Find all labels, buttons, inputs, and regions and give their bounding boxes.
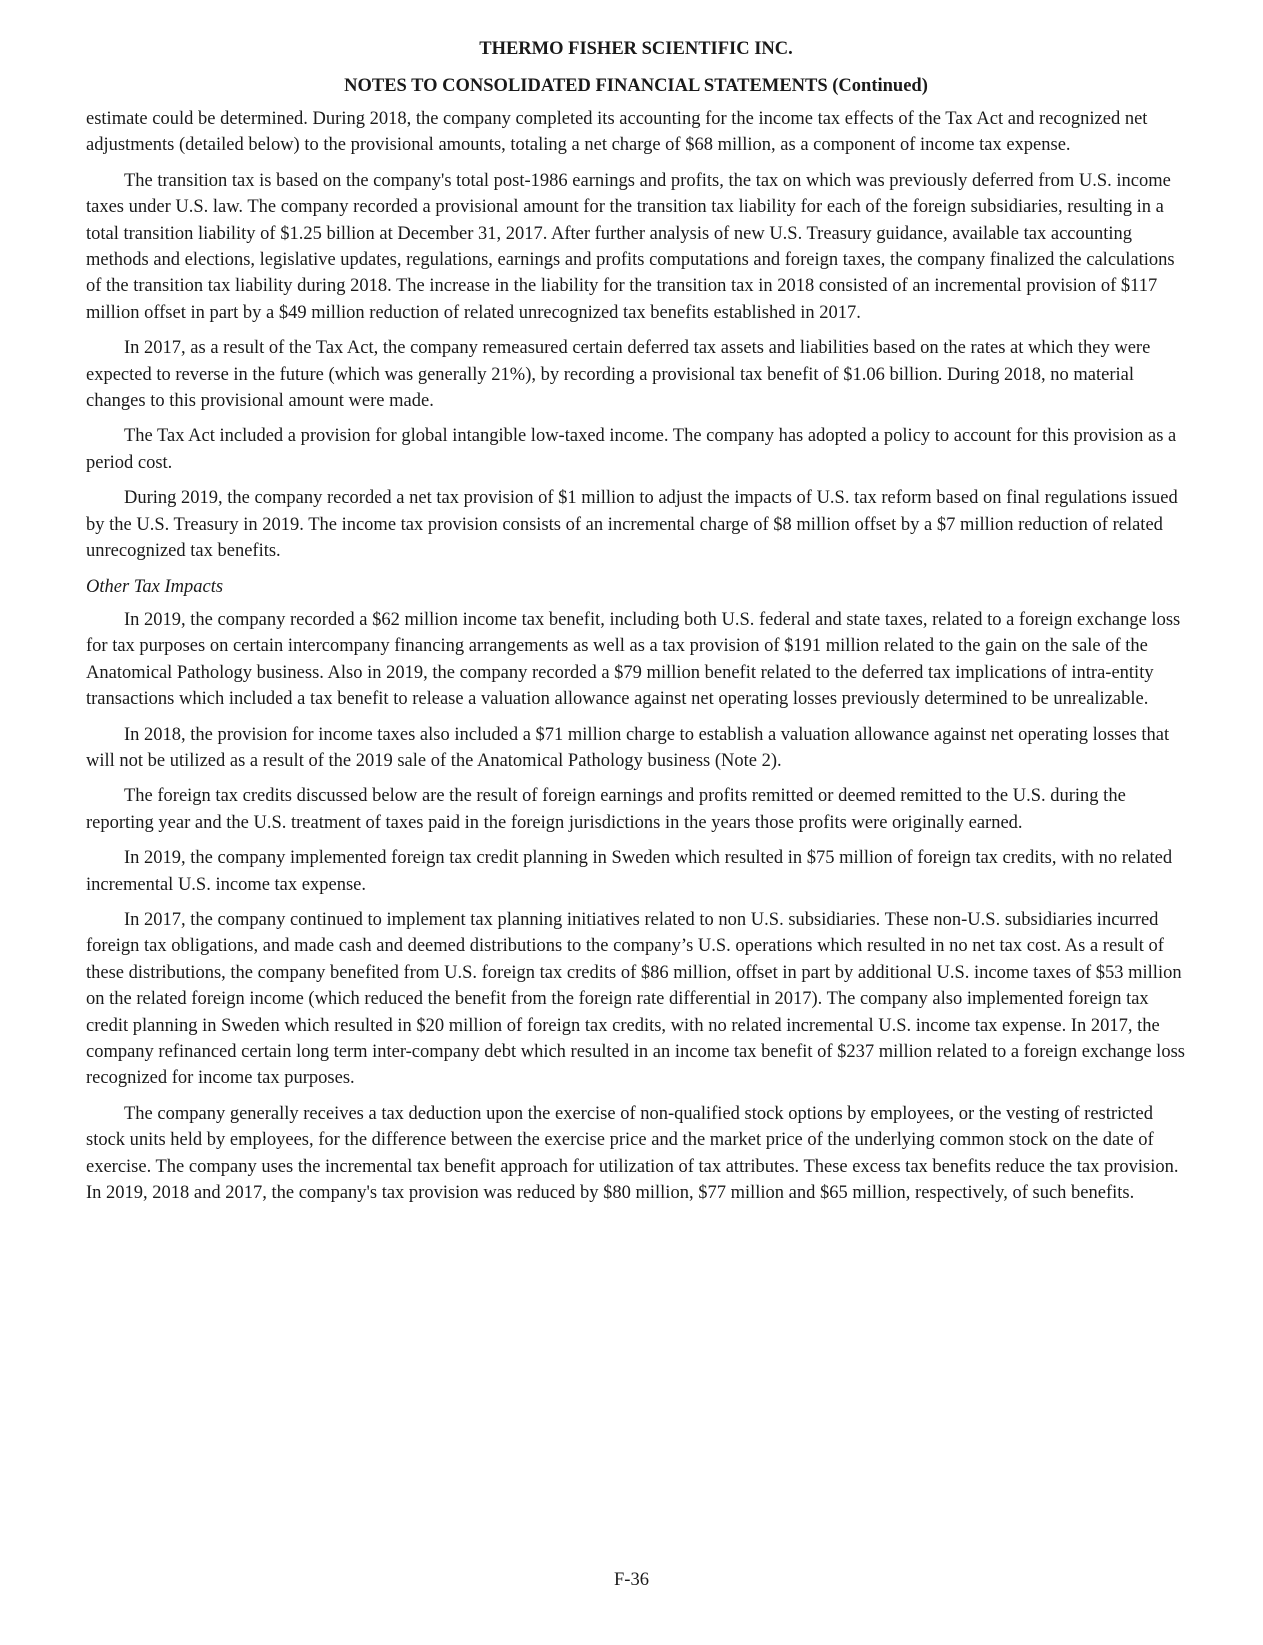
section-title: NOTES TO CONSOLIDATED FINANCIAL STATEMENTS (Continued) — [344, 76, 928, 96]
document-page — [86, 32, 1186, 1215]
paragraph-2018-valuation: In 2018, the provision for income taxes also included a $71 million charge to establish a valuation allowance against net operating losses that will not be utilized as a result of the 2019 sale of the Anatomical Pathology business (Note 2). — [86, 724, 1170, 771]
paragraph-2019-benefit: In 2019, the company recorded a $62 million income tax benefit, including both U.S. federal and state taxes, related to a foreign exchange loss for tax purposes on certain intercompany financing arrangements as well as a tax provision of $191 million related to the gain on the sale of the Anatomical Pathology business. Also in 2019, the company recorded a $79 million benefit related to the deferred tax implications of intra-entity transactions which included a tax benefit to release a valuation allowance against net operating losses previously determined to be unrealizable. — [86, 609, 1181, 710]
paragraph-2019-provision: During 2019, the company recorded a net tax provision of $1 million to adjust the impacts of U.S. tax reform based on final regulations issued by the U.S. Treasury in 2019. The income tax provision consists of an incremental charge of $8 million offset by a $7 million reduction of related unrecognized tax benefits. — [86, 488, 1178, 562]
paragraph-foreign-credits: The foreign tax credits discussed below are the result of foreign earnings and profits remitted or deemed remitted to the U.S. during the reporting year and the U.S. treatment of taxes paid in the foreign jurisdictions in the years those profits were originally earned. — [86, 786, 1126, 833]
page-number: F-36 — [614, 1570, 649, 1590]
paragraph-stock-options: The company generally receives a tax deduction upon the exercise of non-qualified stock options by employees, or the vesting of restricted stock units held by employees, for the difference between the exercise price and the market price of the underlying common stock on the date of exercise. The company uses the incremental tax benefit approach for utilization of tax attributes. These excess tax benefits reduce the tax provision. In 2019, 2018 and 2017, the company's tax provision was reduced by $80 million, $77 million and $65 million, respectively, of such benefits. — [86, 1103, 1179, 1204]
paragraph-sweden-2019: In 2019, the company implemented foreign tax credit planning in Sweden which resulted in $75 million of foreign tax credits, with no related incremental U.S. income tax expense. — [86, 848, 1173, 895]
paragraph-continuation: estimate could be determined. During 2018, the company completed its accounting for the income tax effects of the Tax Act and recognized net adjustments (detailed below) to the provisional amounts, totaling a net charge of $68 million, as a component of income tax expense. — [86, 109, 1148, 156]
subsection-heading: Other Tax Impacts — [86, 576, 224, 597]
paragraph-2017-initiatives: In 2017, the company continued to implement tax planning initiatives related to non U.S. subsidiaries. These non-U.S. subsidiaries incurred foreign tax obligations, and made cash and deemed distributions to the company’s U.S. operations which resulted in no net tax cost. As a result of these distributions, the company benefited from U.S. foreign tax credits of $86 million, offset in part by additional U.S. income taxes of $53 million on the related foreign income (which reduced the benefit from the foreign rate differential in 2017). The company also implemented foreign tax credit planning in Sweden which resulted in $20 million of foreign tax credits, with no related incremental U.S. income tax expense. In 2017, the company refinanced certain long term inter-company debt which resulted in an income tax benefit of $237 million related to a foreign exchange loss recognized for income tax purposes. — [86, 909, 1185, 1089]
paragraph-remeasurement: In 2017, as a result of the Tax Act, the company remeasured certain deferred tax assets and liabilities based on the rates at which they were expected to reverse in the future (which was generally 21%), by recording a provisional tax benefit of $1.06 billion. During 2018, no material changes to this provisional amount were made. — [86, 338, 1151, 412]
paragraph-transition-tax: The transition tax is based on the company's total post-1986 earnings and profits, the tax on which was previously deferred from U.S. income taxes under U.S. law. The company recorded a provisional amount for the transition tax liability for each of the foreign subsidiaries, resulting in a total transition liability of $1.25 billion at December 31, 2017. After further analysis of new U.S. Treasury guidance, available tax accounting methods and elections, legislative updates, regulations, earnings and profits computations and foreign taxes, the company finalized the calculations of the transition tax liability during 2018. The increase in the liability for the transition tax in 2018 consisted of an incremental provision of $117 million offset in part by a $49 million reduction of related unrecognized tax benefits established in 2017. — [86, 170, 1175, 323]
company-name: THERMO FISHER SCIENTIFIC INC. — [479, 39, 793, 59]
paragraph-gilti: The Tax Act included a provision for global intangible low-taxed income. The company has adopted a policy to account for this provision as a period cost. — [86, 426, 1177, 473]
body-text — [86, 106, 1186, 1206]
page-header — [86, 36, 1186, 100]
